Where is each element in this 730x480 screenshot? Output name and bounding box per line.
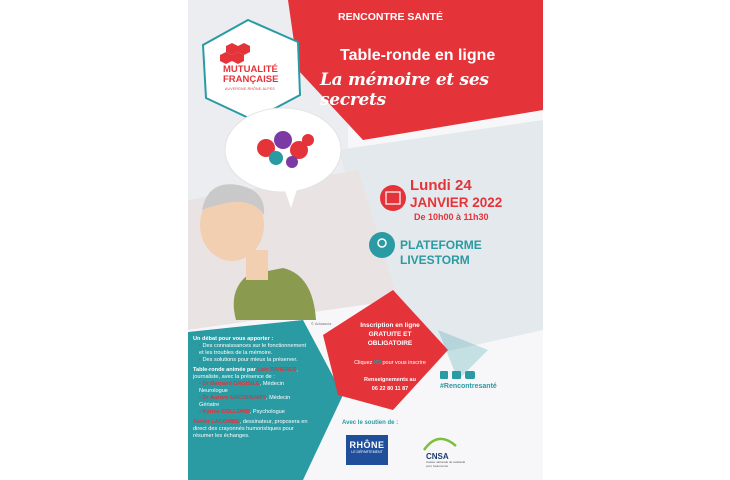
click-here-link[interactable]: ICI xyxy=(373,360,381,366)
click-pre: Cliquez xyxy=(354,360,373,366)
left-panel xyxy=(193,336,311,440)
header-label: RENCONTRE SANTÉ xyxy=(338,11,444,23)
logo-line2: FRANÇAISE xyxy=(223,74,279,85)
host-name: Loïc RIVIERES xyxy=(257,367,297,373)
registration-line3: OBLIGATOIRE xyxy=(367,340,413,347)
event-time: De 10h00 à 11h30 xyxy=(414,212,489,222)
twitter-icon xyxy=(452,371,461,379)
facebook-icon xyxy=(440,371,448,379)
youtube-icon xyxy=(465,371,475,379)
artist-line: Xavier LACOMBE, dessinateur, proposera en direct des crayonnés humoristiques pour résumer les échanges. xyxy=(193,419,308,439)
guest-2: • Dr Aurore GROSHENNY, Médecin Gériatre xyxy=(193,395,311,409)
hashtag[interactable]: #Rencontresanté xyxy=(440,383,497,390)
click-post: pour vous inscrire xyxy=(382,360,426,366)
cnsa-subtitle: Caisse nationale de solidarité pour l'autonomie xyxy=(426,460,466,468)
location-line2: LIVESTORM xyxy=(400,253,470,267)
illustration-credit: © Adoascia xyxy=(311,321,332,326)
debate-intro: Un débat pour vous apporter : xyxy=(193,336,274,342)
logo-line1: MUTUALITÉ xyxy=(223,64,278,75)
cnsa-logo-text: CNSA xyxy=(426,452,449,461)
info-phone: 06 22 80 11 87 xyxy=(371,386,409,392)
bullet-knowledge: • Des connaissances sur le fonctionnement et les troubles de la mémoire. xyxy=(193,343,311,357)
event-month: JANVIER 2022 xyxy=(410,195,503,210)
registration-line1: Inscription en ligne xyxy=(360,322,420,329)
host-line: Table-ronde animée par Loïc RIVIERES, journaliste, avec la présence de : xyxy=(193,367,298,380)
rhone-logo: RHÔNE LE DÉPARTEMENT xyxy=(346,435,388,465)
event-format: Table-ronde en ligne xyxy=(340,47,496,64)
event-day: Lundi 24 xyxy=(410,177,472,194)
event-poster xyxy=(188,0,543,480)
registration-link[interactable] xyxy=(340,360,440,366)
logo-subtitle: AUVERGNE-RHÔNE-ALPES xyxy=(225,87,275,91)
calendar-icon xyxy=(380,185,406,211)
registration-line2: GRATUITE ET xyxy=(368,331,412,338)
support-label: Avec le soutien de : xyxy=(342,420,399,426)
guest-3: • Karine COLLOMB, Psychologue xyxy=(193,409,311,416)
event-title: La mémoire et ses secrets xyxy=(320,70,489,110)
location-line1: PLATEFORME xyxy=(400,238,482,252)
cnsa-logo-icon xyxy=(424,439,456,450)
info-label: Renseignements au xyxy=(364,377,416,383)
location-pin-icon xyxy=(369,232,395,258)
guest-1: • Dr Bernard CROISILE, Médecin Neurologue xyxy=(193,381,311,395)
bullet-solutions: • Des solutions pour mieux la préserver. xyxy=(193,357,311,364)
